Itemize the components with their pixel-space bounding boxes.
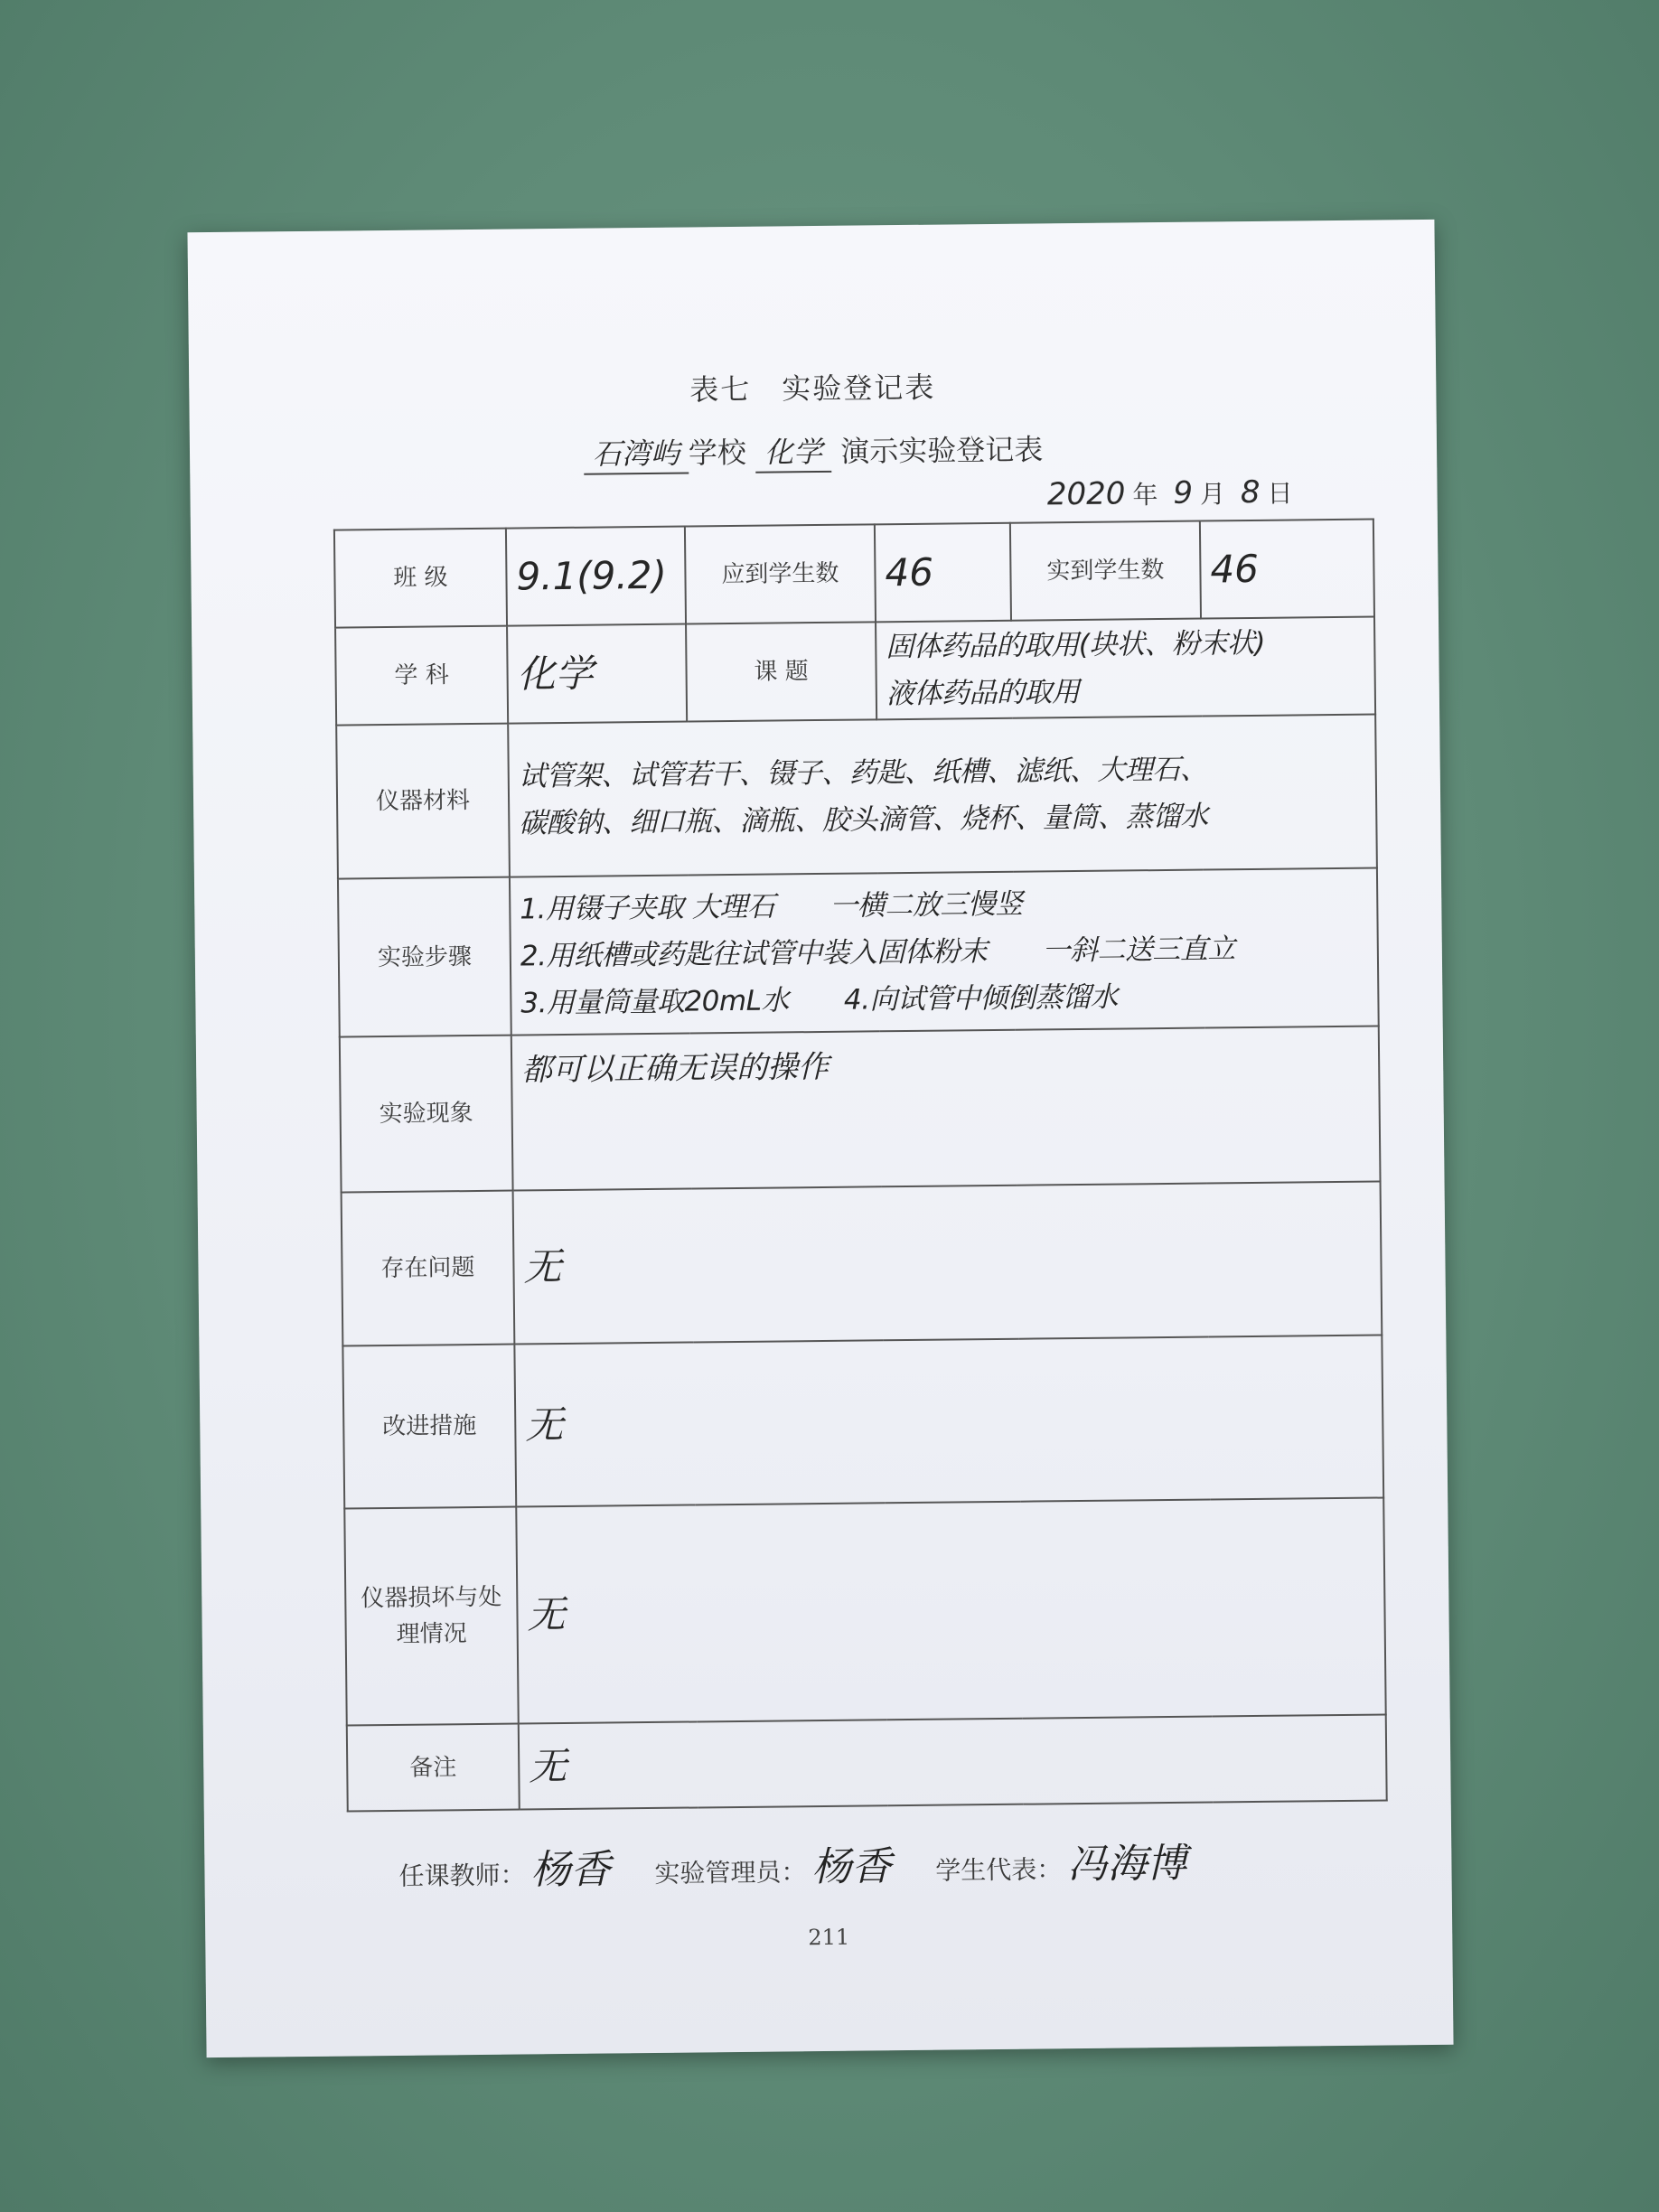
phenomenon-value (511, 1026, 1381, 1191)
materials-line: 碳酸钠、细口瓶、滴瓶、胶头滴管、烧杯、量筒、蒸馏水 (519, 800, 1208, 840)
actual-students-label: 实到学生数 (1010, 521, 1201, 621)
expected-students-value: 46 (875, 523, 1011, 623)
school-suffix: 学校 (688, 435, 747, 471)
class-label: 班 级 (334, 529, 507, 628)
date-year: 2020 (1046, 475, 1126, 513)
notes-label: 备注 (347, 1724, 520, 1812)
teacher-signature: 杨香 (530, 1846, 611, 1894)
topic-line: 固体药品的取用(块状、粉末状) (886, 626, 1266, 664)
improvements-value: 无 (514, 1336, 1383, 1507)
date-day: 8 (1240, 473, 1261, 511)
table-row (347, 1714, 1387, 1811)
materials-line: 试管架、试管若干、镊子、药匙、纸槽、滤纸、大理石、 (518, 753, 1208, 793)
date-month: 9 (1173, 474, 1194, 511)
table-title: 表七 实验登记表 (689, 370, 936, 408)
improvements-label: 改进措施 (342, 1345, 516, 1509)
topic-label: 课 题 (686, 622, 876, 721)
table-row (334, 520, 1374, 628)
date-day-unit: 日 (1267, 478, 1293, 509)
signature-row (398, 1829, 1303, 1896)
materials-value (508, 715, 1377, 877)
table-row (344, 1497, 1385, 1725)
student-signature: 冯海博 (1067, 1840, 1187, 1889)
damage-value: 无 (516, 1497, 1385, 1723)
school-name: 石湾屿 (584, 430, 689, 474)
actual-students-value: 46 (1200, 520, 1374, 619)
form-title-suffix: 演示实验登记表 (840, 432, 1044, 469)
steps-line: 1.用镊子夹取 大理石 一横二放三慢竖 (520, 887, 1023, 925)
table-row (338, 868, 1379, 1037)
phenomenon-line: 都可以正确无误的操作 (520, 1048, 830, 1089)
date-month-unit: 月 (1199, 479, 1226, 510)
topic-value (876, 617, 1375, 720)
problems-value: 无 (513, 1182, 1382, 1345)
form-date (1040, 473, 1293, 512)
steps-value (510, 868, 1379, 1036)
steps-line: 3.用量筒量取20mL水 4.向试管中倾倒蒸馏水 (520, 980, 1119, 1019)
notes-value: 无 (519, 1714, 1387, 1809)
steps-label: 实验步骤 (338, 877, 511, 1037)
page-number: 211 (808, 1924, 850, 1951)
class-value: 9.1(9.2) (506, 527, 686, 626)
table-row (340, 1026, 1381, 1193)
registration-form-page (187, 220, 1453, 2057)
teacher-label: 任课教师： (398, 1860, 526, 1891)
admin-label: 实验管理员： (654, 1857, 807, 1889)
steps-line: 2.用纸槽或药匙往试管中装入固体粉末 一斜二送三直立 (520, 932, 1236, 972)
date-year-unit: 年 (1132, 480, 1158, 511)
problems-label: 存在问题 (342, 1191, 515, 1346)
table-row (335, 617, 1375, 726)
table-row (336, 715, 1377, 879)
damage-label: 仪器损坏与处理情况 (344, 1507, 519, 1726)
table-row (342, 1182, 1382, 1346)
topic-line: 液体药品的取用 (886, 675, 1080, 711)
admin-signature: 杨香 (811, 1843, 892, 1891)
student-label: 学生代表： (935, 1854, 1063, 1886)
form-title (190, 423, 1437, 479)
subject-fill: 化学 (755, 429, 832, 473)
registration-table (333, 519, 1388, 1813)
expected-students-label: 应到学生数 (685, 524, 876, 623)
subject-value: 化学 (507, 624, 687, 724)
materials-label: 仪器材料 (336, 724, 510, 879)
table-row (342, 1336, 1383, 1509)
subject-label: 学 科 (335, 626, 508, 726)
phenomenon-label: 实验现象 (340, 1036, 513, 1193)
